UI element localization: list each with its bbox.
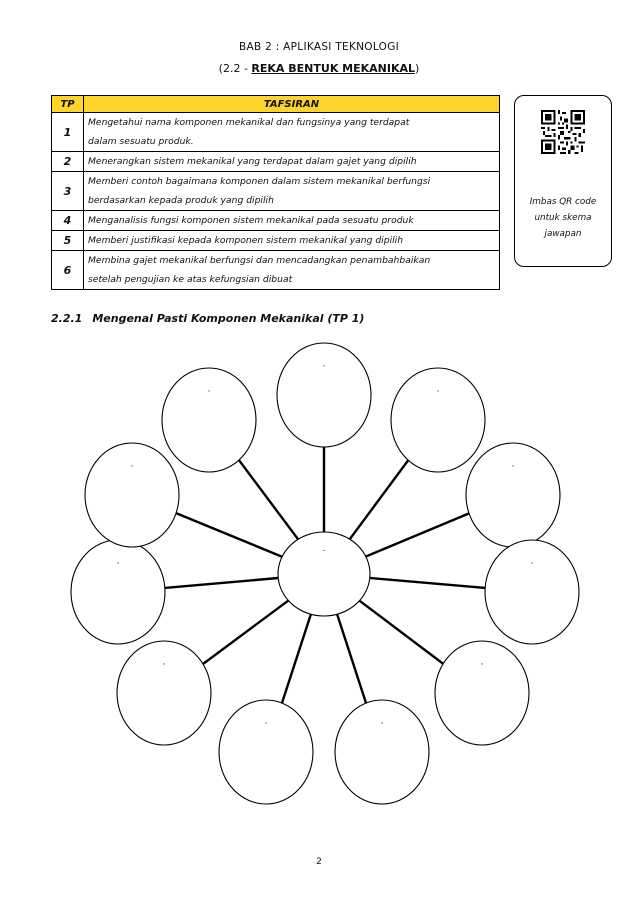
connector-line (203, 601, 288, 664)
connector-line (176, 513, 282, 557)
outer-bubble-label: . (130, 459, 134, 470)
description-line: setelah pengujian ke atas kefungsian dibuat (88, 274, 293, 285)
outer-bubble-label: . (116, 556, 120, 567)
connector-line (370, 578, 485, 588)
chapter-title: BAB 2 : APLIKASI TEKNOLOGI (238, 41, 400, 53)
qr-caption-line: untuk skema (534, 213, 592, 223)
page-number: 2 (316, 857, 322, 867)
tp-level: 4 (52, 211, 84, 231)
outer-bubble-label: . (480, 657, 484, 668)
qr-caption-line: Imbas QR code (529, 197, 597, 207)
description-line: Memberi justifikasi kepada komponen sistem mekanikal yang dipilih (88, 235, 404, 246)
center-bubble-label: . (322, 543, 326, 554)
connector-line (359, 601, 443, 664)
tp-level: 2 (52, 152, 84, 172)
outer-bubble-label: . (162, 657, 166, 668)
description-line: berdasarkan kepada produk yang dipilih (88, 195, 274, 206)
outer-bubble-label: . (207, 384, 211, 395)
connector-line (239, 460, 298, 539)
subchapter-prefix: (2.2 - (218, 62, 252, 75)
description-line: Menerangkan sistem mekanikal yang terdapat dalam gajet yang dipilih (88, 156, 417, 167)
outer-bubble-label: . (322, 359, 326, 370)
subchapter-name: REKA BENTUK MEKANIKAL (251, 62, 416, 75)
outer-bubble-label: . (380, 716, 384, 727)
tp-level: 1 (52, 113, 84, 152)
connector-line (337, 614, 366, 703)
tp-level: 6 (52, 251, 84, 290)
connector-line (282, 614, 311, 703)
description-line: dalam sesuatu produk. (88, 136, 194, 147)
outer-bubble-label: . (511, 459, 515, 470)
connector-line (366, 513, 469, 556)
description-line: Mengetahui nama komponen mekanikal dan fungsinya yang terdapat (88, 117, 410, 128)
outer-bubble-label: . (264, 716, 268, 727)
description-line: Memberi contoh bagaimana komponen dalam sistem mekanikal berfungsi (88, 176, 431, 187)
qr-caption-line: jawapan (544, 229, 582, 239)
description-line: Membina gajet mekanikal berfungsi dan mencadangkan penambahbaikan (88, 255, 431, 266)
description-line: Menganalisis fungsi komponen sistem mekanikal pada sesuatu produk (88, 215, 414, 226)
connector-line (350, 460, 408, 539)
tafsiran-column-header: TAFSIRAN (84, 96, 500, 113)
tp-level: 3 (52, 172, 84, 211)
outer-bubble-label: . (436, 384, 440, 395)
tp-level: 5 (52, 231, 84, 251)
outer-bubble-label: . (530, 556, 534, 567)
tp-column-header: TP (52, 96, 84, 113)
subchapter-suffix: ) (415, 62, 420, 75)
connector-line (165, 578, 278, 588)
section-title: Mengenal Pasti Komponen Mekanikal (TP 1) (92, 312, 365, 325)
section-number: 2.2.1 (51, 312, 83, 325)
